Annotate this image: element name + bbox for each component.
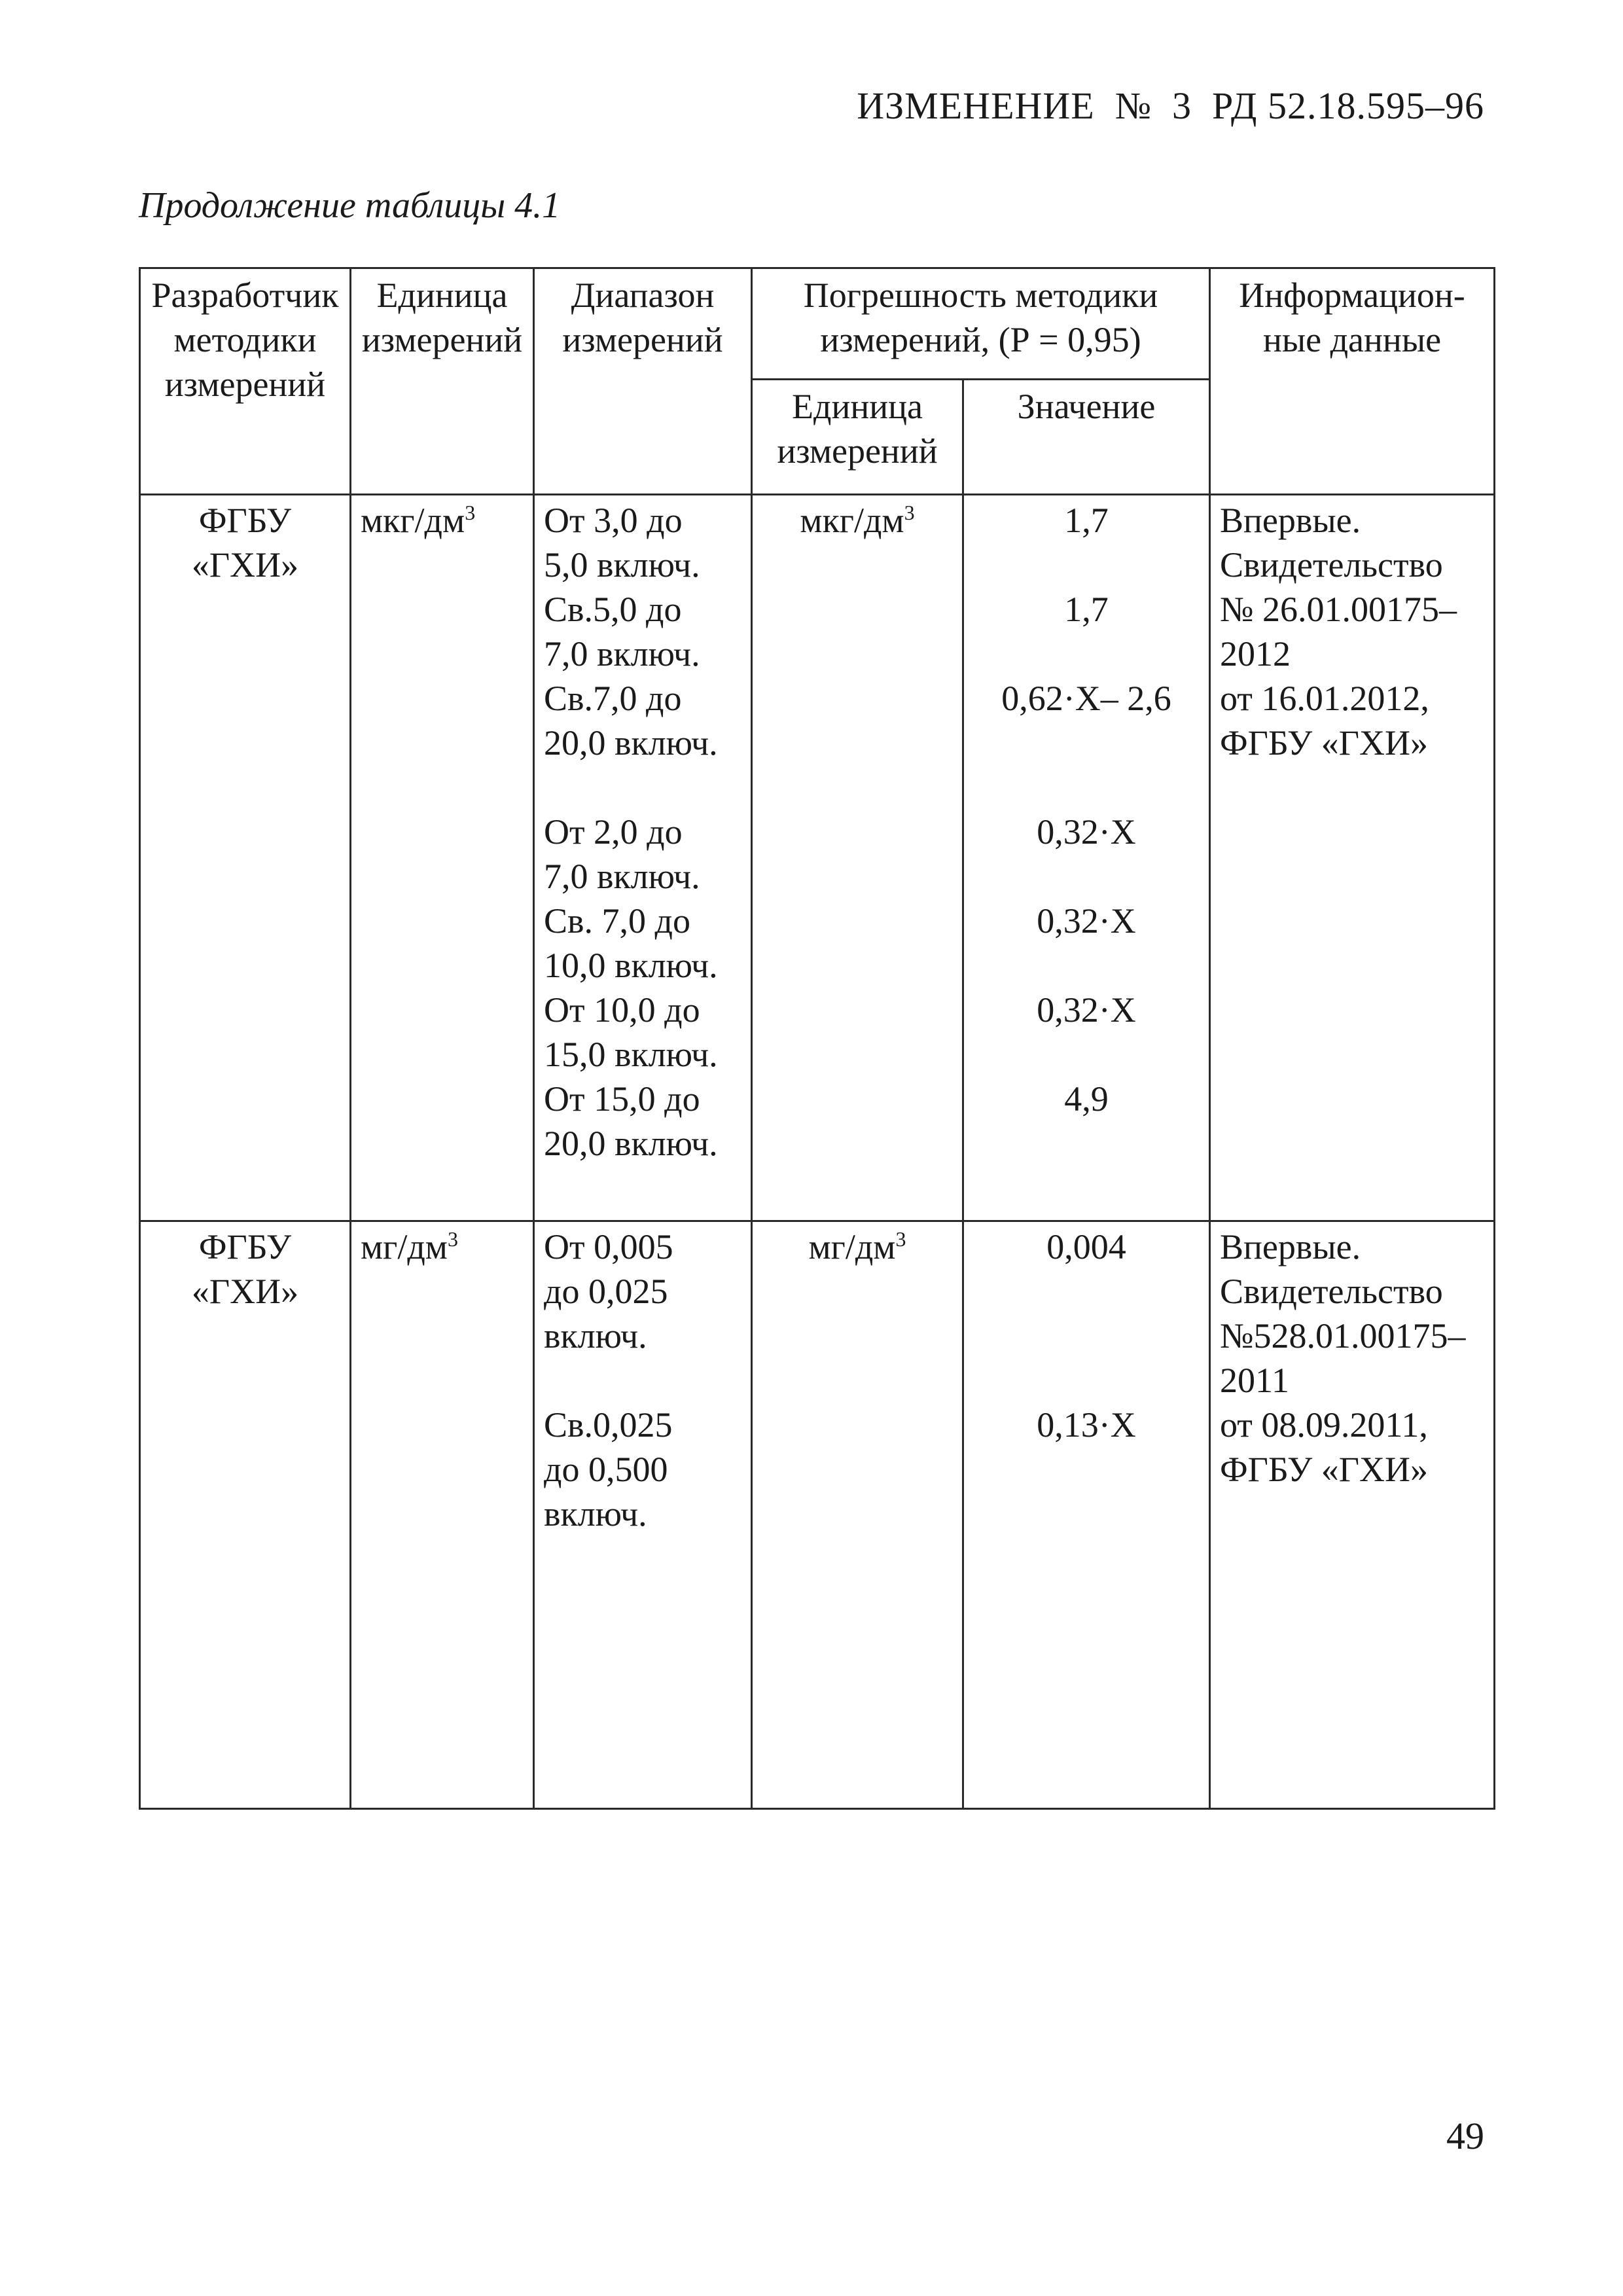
unit-text: мкг/дм xyxy=(361,501,465,540)
info-line: № 26.01.00175– xyxy=(1220,590,1457,629)
range-cell xyxy=(534,495,752,1221)
range-line: 15,0 включ. xyxy=(544,1035,718,1074)
range-line: 7,0 включ. xyxy=(544,857,700,896)
info-line: ФГБУ «ГХИ» xyxy=(1220,723,1428,762)
unit-cell xyxy=(351,495,534,1221)
info-cell xyxy=(1210,495,1495,1221)
developer-line: «ГХИ» xyxy=(191,1272,299,1311)
info-line: Впервые. xyxy=(1220,501,1361,540)
info-line: №528.01.00175– xyxy=(1220,1316,1466,1355)
header-error-value: Значение xyxy=(963,380,1210,495)
value-line xyxy=(973,854,1200,899)
range-line: Св. 7,0 до xyxy=(544,901,690,941)
info-line: Свидетельство xyxy=(1220,545,1443,584)
unit-cell xyxy=(351,1221,534,1809)
value-line xyxy=(973,765,1200,810)
header-unit: Единица измерений xyxy=(351,268,534,495)
error-unit-superscript: 3 xyxy=(895,1227,906,1251)
developer-line: ФГБУ xyxy=(198,1227,292,1266)
info-line: Свидетельство xyxy=(1220,1272,1443,1311)
range-line: 10,0 включ. xyxy=(544,946,718,985)
range-line: до 0,025 xyxy=(544,1272,668,1311)
range-line: включ. xyxy=(544,1316,647,1355)
table-row xyxy=(140,1221,1495,1809)
header-info: Информацион-ные данные xyxy=(1210,268,1495,495)
header-error: Погрешность методики измерений, (Р = 0,95) xyxy=(752,268,1210,380)
value-line xyxy=(973,1314,1200,1358)
value-line: 1,7 xyxy=(1064,501,1109,540)
range-line: 7,0 включ. xyxy=(544,634,700,673)
range-line: 5,0 включ. xyxy=(544,545,700,584)
page-number: 49 xyxy=(1446,2115,1484,2157)
info-line: Впервые. xyxy=(1220,1227,1361,1266)
error-unit-cell xyxy=(752,495,963,1221)
value-cell xyxy=(963,495,1210,1221)
value-line: 0,32·Х xyxy=(1037,990,1136,1030)
value-line xyxy=(973,943,1200,988)
range-line: От 3,0 до xyxy=(544,501,683,540)
value-line xyxy=(973,632,1200,676)
header-range: Диапазон измерений xyxy=(534,268,752,495)
range-line: Св.7,0 до xyxy=(544,679,682,718)
value-cell xyxy=(963,1221,1210,1809)
developer-line: ФГБУ xyxy=(198,501,292,540)
header-developer: Разработчик методики измерений xyxy=(140,268,351,495)
info-line: от 16.01.2012, xyxy=(1220,679,1429,718)
unit-text: мг/дм xyxy=(361,1227,448,1266)
range-cell xyxy=(534,1221,752,1809)
unit-superscript: 3 xyxy=(447,1227,458,1251)
range-line: Св.0,025 xyxy=(544,1405,673,1444)
value-line: 0,32·Х xyxy=(1037,901,1136,941)
table-caption: Продолжение таблицы 4.1 xyxy=(139,185,561,226)
developer-cell xyxy=(140,495,351,1221)
unit-superscript: 3 xyxy=(465,501,476,524)
value-line: 0,32·Х xyxy=(1037,812,1136,852)
developer-cell xyxy=(140,1221,351,1809)
header-error-unit: Единица измерений xyxy=(752,380,963,495)
range-line: до 0,500 xyxy=(544,1450,668,1489)
range-line: От 2,0 до xyxy=(544,812,683,852)
value-line xyxy=(973,543,1200,587)
error-unit-superscript: 3 xyxy=(904,501,915,524)
info-line: 2012 xyxy=(1220,634,1291,673)
info-line: 2011 xyxy=(1220,1361,1290,1400)
table-row xyxy=(140,495,1495,1221)
range-line xyxy=(544,1358,741,1403)
value-line: 0,13·Х xyxy=(1037,1405,1136,1444)
range-line: 20,0 включ. xyxy=(544,723,718,762)
range-line: Св.5,0 до xyxy=(544,590,682,629)
info-line: ФГБУ «ГХИ» xyxy=(1220,1450,1428,1489)
developer-line: «ГХИ» xyxy=(191,545,299,584)
error-unit-cell xyxy=(752,1221,963,1809)
value-line: 0,62·Х– 2,6 xyxy=(1001,679,1171,718)
value-line xyxy=(973,721,1200,765)
value-line xyxy=(973,1358,1200,1403)
value-line: 1,7 xyxy=(1064,590,1109,629)
info-line: от 08.09.2011, xyxy=(1220,1405,1428,1444)
range-line: включ. xyxy=(544,1494,647,1534)
range-line xyxy=(544,765,741,810)
value-line: 4,9 xyxy=(1064,1079,1109,1119)
info-cell xyxy=(1210,1221,1495,1809)
range-line: 20,0 включ. xyxy=(544,1124,718,1163)
error-unit-text: мг/дм xyxy=(808,1227,896,1266)
data-table xyxy=(139,267,1495,1810)
range-line: От 15,0 до xyxy=(544,1079,700,1119)
range-line: От 0,005 xyxy=(544,1227,673,1266)
value-line xyxy=(973,1269,1200,1314)
range-line: От 10,0 до xyxy=(544,990,700,1030)
value-line xyxy=(973,1032,1200,1077)
error-unit-text: мкг/дм xyxy=(800,501,904,540)
document-header: ИЗМЕНЕНИЕ № 3 РД 52.18.595–96 xyxy=(857,84,1484,127)
value-line: 0,004 xyxy=(1046,1227,1126,1266)
